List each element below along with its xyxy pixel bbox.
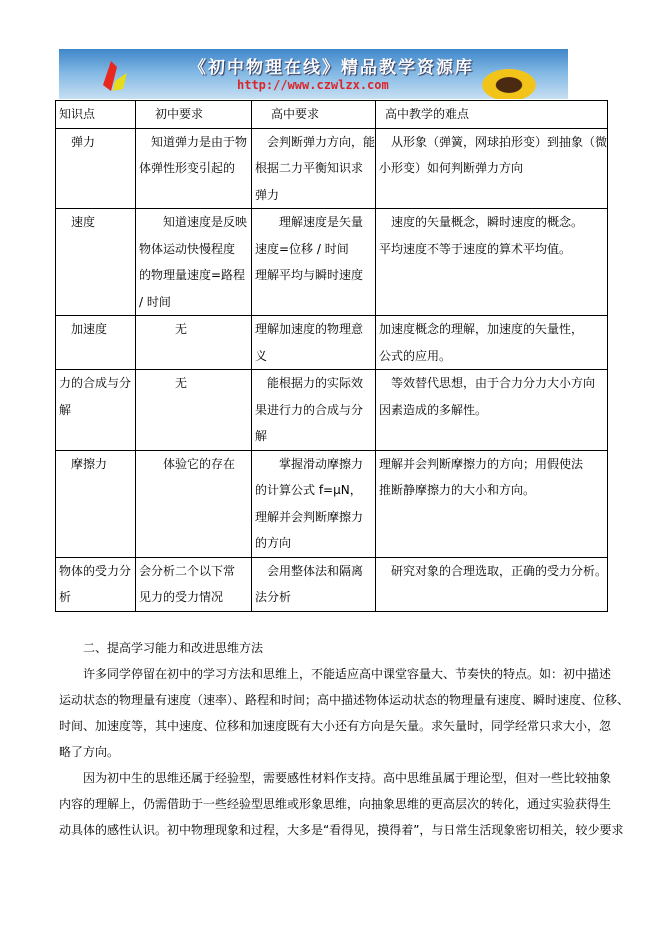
table-cell — [376, 209, 608, 316]
cell-line: 平均速度不等于速度的算术平均值。 — [379, 241, 572, 256]
cell-line: 掌握滑动摩擦力 — [255, 456, 364, 471]
paragraph-line: 内容的理解上，仍需借助于一些经验型思维或形象思维，向抽象思维的更高层次的转化，通过实验获得生 — [59, 797, 612, 811]
cell-line: 无 — [139, 322, 188, 336]
cell-line: 会判断弹力方向，能 — [255, 134, 376, 149]
header-label: 知识点 — [59, 107, 96, 121]
table-cell — [252, 450, 376, 557]
cell-line: 因素造成的多解性。 — [379, 402, 488, 417]
cell-line: 的计算公式 f=μN， — [255, 483, 362, 497]
cell-line: 的方向 — [255, 536, 292, 550]
cell-line: 会用整体法和隔离 — [255, 563, 364, 578]
cell-line: 根据二力平衡知识求 — [255, 161, 364, 175]
sunflower-image — [479, 67, 539, 99]
cell-line: 知道弹力是由于物 — [139, 134, 248, 149]
section-body — [59, 635, 630, 843]
table-cell — [136, 450, 252, 557]
table-cell — [376, 316, 608, 370]
cell-line: 理解加速度的物理意 — [255, 322, 364, 336]
section-heading: 二、提高学习能力和改进思维方法 — [59, 641, 264, 655]
paragraph — [59, 661, 630, 765]
header-cell — [136, 101, 252, 129]
table-cell — [136, 316, 252, 370]
cell-line: 加速度概念的理解，加速度的矢量性， — [379, 322, 584, 336]
table-cell — [252, 557, 376, 611]
cell-line: 解 — [255, 429, 268, 443]
cell-line: 能根据力的实际效 — [255, 376, 364, 390]
table-cell — [56, 209, 136, 316]
table-cell — [376, 370, 608, 451]
paragraph-line: 动具体的感性认识。初中物理现象和过程，大多是“看得见，摸得着”，与日常生活现象密切相关，较少要求 — [59, 823, 624, 837]
comparison-table — [55, 100, 608, 612]
cell-line: 加速度 — [59, 322, 108, 336]
cell-line: 从形象（弹簧，网球拍形变）到抽象（微 — [379, 134, 608, 149]
paragraph — [59, 765, 624, 843]
banner-title: 《初中物理在线》精品教学资源库 — [189, 58, 474, 78]
table-row — [56, 557, 608, 611]
cell-line: 理解平均与瞬时速度 — [255, 268, 364, 282]
table-header-row — [56, 101, 608, 129]
cell-line: 法分析 — [255, 590, 292, 604]
table-cell — [252, 316, 376, 370]
cell-line: 理解速度是矢量 — [255, 215, 364, 229]
cell-line: 速度=位移 / 时间 — [255, 241, 349, 256]
table-cell — [56, 128, 136, 209]
cell-line: 等效替代思想，由于合力分力大小方向 — [379, 376, 596, 390]
table-cell — [376, 557, 608, 611]
table-cell — [376, 128, 608, 209]
header-label: 高中要求 — [271, 107, 320, 121]
paragraph-line: 运动状态的物理量有速度（速率）、路程和时间；高中描述物体运动状态的物理量有速度、瞬时速度、位移、 — [59, 693, 630, 707]
header-banner — [59, 49, 568, 99]
cell-line: 研究对象的合理选取，正确的受力分析。 — [379, 563, 608, 578]
cell-line: 无 — [139, 376, 188, 390]
paragraph-line: 时间、加速度等，其中速度、位移和加速度既有大小还有方向是矢量。求矢量时，同学经常只求大小，忽 — [59, 719, 612, 733]
cell-line: 物体的受力分 — [59, 563, 132, 578]
table-cell — [56, 557, 136, 611]
banner-url: http://www.czwlzx.com — [237, 78, 389, 92]
cell-line: 体验它的存在 — [139, 456, 236, 471]
cell-line: 摩擦力 — [59, 456, 108, 471]
table-row — [56, 450, 608, 557]
cell-line: 解 — [59, 402, 72, 417]
cell-line: 速度的矢量概念，瞬时速度的概念。 — [379, 215, 584, 229]
site-logo-icon — [97, 59, 137, 93]
table-cell — [136, 370, 252, 451]
cell-line: 公式的应用。 — [379, 348, 452, 363]
header-cell — [56, 101, 136, 129]
cell-line: 力的合成与分 — [59, 376, 132, 390]
table-cell — [56, 450, 136, 557]
table-row — [56, 370, 608, 451]
cell-line: / 时间 — [139, 294, 171, 309]
cell-line: 理解并会判断摩擦力 — [255, 509, 364, 524]
cell-line: 小形变）如何判断弹力方向 — [379, 161, 524, 175]
cell-line: 知道速度是反映 — [139, 215, 248, 229]
cell-line: 体弹性形变引起的 — [139, 161, 236, 175]
paragraph-line: 许多同学停留在初中的学习方法和思维上，不能适应高中课堂容量大、节奏快的特点。如：初中描述 — [59, 667, 612, 681]
cell-line: 理解并会判断摩擦力的方向；用假使法 — [379, 456, 584, 471]
table-cell — [136, 128, 252, 209]
cell-line: 物体运动快慢程度 — [139, 241, 236, 256]
header-cell — [376, 101, 608, 129]
cell-line: 推断静摩擦力的大小和方向。 — [379, 483, 536, 497]
table-cell — [56, 316, 136, 370]
paragraph-line: 略了方向。 — [59, 745, 120, 759]
table-cell — [252, 370, 376, 451]
table-cell — [252, 209, 376, 316]
table-row — [56, 128, 608, 209]
cell-line: 会分析二个以下常 — [139, 563, 236, 578]
table-row — [56, 209, 608, 316]
header-label: 初中要求 — [155, 107, 204, 121]
cell-line: 果进行力的合成与分 — [255, 402, 364, 417]
table-cell — [56, 370, 136, 451]
cell-line: 弹力 — [59, 134, 96, 149]
cell-line: 义 — [255, 348, 268, 363]
cell-line: 的物理量速度=路程 — [139, 268, 246, 282]
header-cell — [252, 101, 376, 129]
table-cell — [376, 450, 608, 557]
cell-line: 速度 — [59, 215, 96, 229]
header-label: 高中教学的难点 — [385, 107, 470, 121]
table-cell — [136, 557, 252, 611]
table-row — [56, 316, 608, 370]
paragraph-line: 因为初中生的思维还属于经验型，需要感性材料作支持。高中思维虽属于理论型，但对一些比较抽象 — [59, 771, 612, 785]
cell-line: 见力的受力情况 — [139, 590, 224, 604]
table-cell — [136, 209, 252, 316]
table-cell — [252, 128, 376, 209]
cell-line: 弹力 — [255, 187, 280, 202]
cell-line: 析 — [59, 590, 72, 604]
